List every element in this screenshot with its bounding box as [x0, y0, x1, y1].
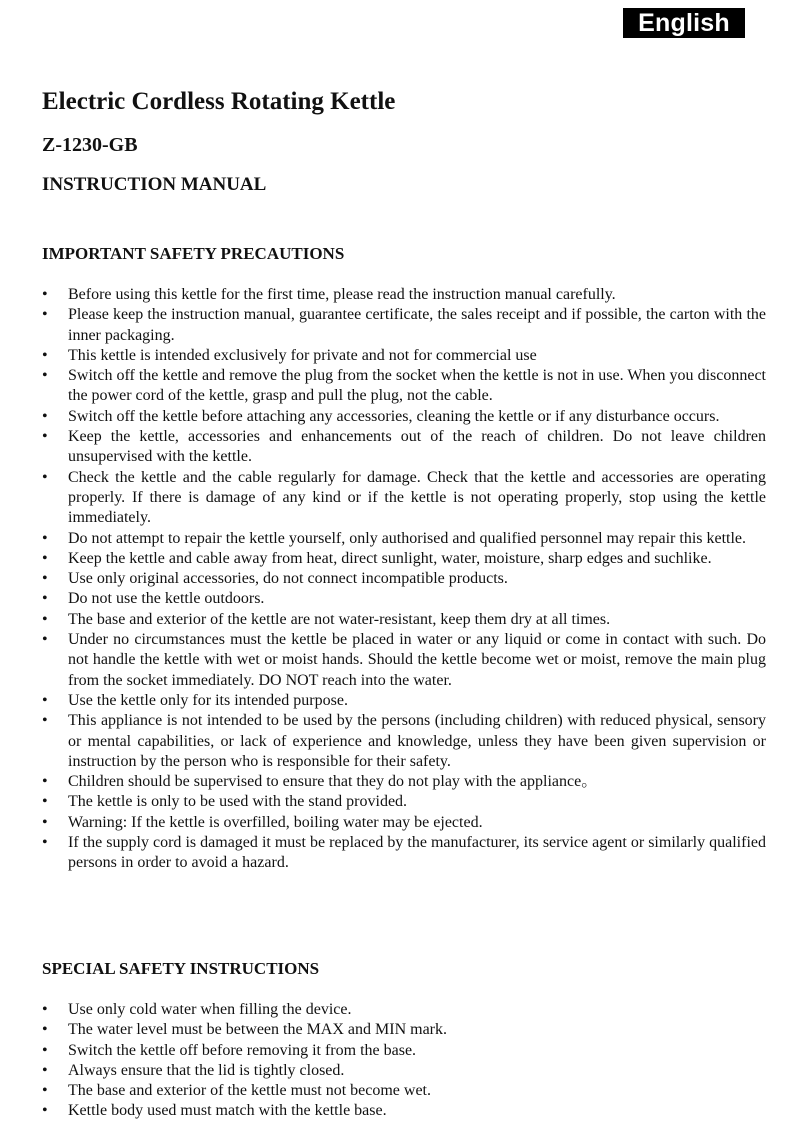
bullet-icon: • — [42, 549, 48, 567]
list-item-text: Under no circumstances must the kettle be placed in water or any liquid or come in contact with such. Do not handle the kettle with wet or moist hands. Should the kettle become wet or moist, remove the main plug from the socket immediately. DO NOT reach into the water. — [68, 631, 766, 689]
bullet-icon: • — [42, 346, 48, 364]
bullet-icon: • — [42, 286, 48, 303]
bullet-icon: • — [42, 1102, 48, 1120]
list-item — [42, 468, 766, 529]
model-number: Z-1230-GB — [42, 134, 138, 156]
bullet-icon: • — [42, 712, 48, 730]
list-item-text: Before using this kettle for the first time, please read the instruction manual carefully. — [68, 286, 616, 303]
bullet-icon: • — [42, 570, 48, 588]
list-item — [42, 1061, 766, 1081]
list-item-text: Use the kettle only for its intended purpose. — [68, 691, 348, 709]
list-item — [42, 833, 766, 874]
list-item — [42, 792, 766, 812]
special-safety-list — [42, 1000, 766, 1122]
bullet-icon: • — [42, 1041, 48, 1059]
list-item — [42, 1000, 766, 1020]
list-item-text: The base and exterior of the kettle are not water-resistant, keep them dry at all times. — [68, 610, 611, 628]
language-badge: English — [623, 8, 745, 38]
list-item-text: Always ensure that the lid is tightly closed. — [68, 1061, 345, 1079]
list-item — [42, 407, 766, 427]
document-subtitle: INSTRUCTION MANUAL — [42, 174, 267, 195]
bullet-icon: • — [42, 631, 48, 649]
bullet-icon: • — [42, 610, 48, 628]
list-item-text: Use only cold water when filling the device. — [68, 1001, 352, 1018]
list-item-text: Kettle body used must match with the kettle base. — [68, 1102, 387, 1120]
bullet-icon: • — [42, 306, 48, 324]
bullet-icon: • — [42, 468, 48, 486]
section-heading-special-safety: SPECIAL SAFETY INSTRUCTIONS — [42, 959, 320, 978]
list-item-text: Keep the kettle and cable away from heat, direct sunlight, water, moisture, sharp edges and suchlike. — [68, 549, 712, 567]
list-item — [42, 589, 766, 609]
bullet-icon: • — [42, 407, 48, 425]
bullet-icon: • — [42, 590, 48, 608]
list-item — [42, 1101, 766, 1121]
list-item-text: Children should be supervised to ensure that they do not play with the appliance。 — [68, 773, 598, 791]
bullet-icon: • — [42, 1082, 48, 1100]
list-item-text: Do not use the kettle outdoors. — [68, 590, 265, 608]
bullet-icon: • — [42, 793, 48, 811]
list-item-text: Do not attempt to repair the kettle yourself, only authorised and qualified personnel may repair this kettle. — [68, 529, 747, 547]
section-heading-important-safety: IMPORTANT SAFETY PRECAUTIONS — [42, 244, 345, 263]
bullet-icon: • — [42, 367, 48, 385]
important-safety-list — [42, 285, 766, 874]
list-item — [42, 772, 766, 792]
list-item-text: Warning: If the kettle is overfilled, boiling water may be ejected. — [68, 813, 483, 831]
bullet-icon: • — [42, 428, 48, 446]
list-item-text: If the supply cord is damaged it must be replaced by the manufacturer, its service agent or similarly qualified persons in order to avoid a hazard. — [68, 834, 766, 872]
list-item — [42, 529, 766, 549]
list-item — [42, 1041, 766, 1061]
bullet-icon: • — [42, 773, 48, 791]
bullet-icon: • — [42, 1001, 48, 1018]
list-item — [42, 366, 766, 407]
list-item — [42, 569, 766, 589]
document-title: Electric Cordless Rotating Kettle — [42, 88, 396, 115]
list-item-text: The base and exterior of the kettle must not become wet. — [68, 1082, 431, 1100]
list-item — [42, 1020, 766, 1040]
list-item — [42, 691, 766, 711]
list-item-text: Keep the kettle, accessories and enhancements out of the reach of children. Do not leave children unsupervised with the kettle. — [68, 428, 766, 466]
list-item-text: The kettle is only to be used with the stand provided. — [68, 793, 408, 811]
list-item — [42, 305, 766, 346]
list-item-text: Switch the kettle off before removing it from the base. — [68, 1041, 417, 1059]
list-item — [42, 630, 766, 691]
list-item-text: This appliance is not intended to be used by the persons (including children) with reduced physical, sensory or mental capabilities, or lack of experience and knowledge, unless they have been given supervision or instruction by the person who is responsible for their safety. — [68, 712, 766, 770]
list-item-text: Check the kettle and the cable regularly for damage. Check that the kettle and accessories are operating properly. If there is damage of any kind or if the kettle is not operating properly, stop using the kettle immediately. — [68, 468, 766, 527]
list-item — [42, 427, 766, 468]
list-item — [42, 1081, 766, 1101]
list-item-text: This kettle is intended exclusively for private and not for commercial use — [68, 346, 537, 364]
bullet-icon: • — [42, 813, 48, 831]
list-item-text: Please keep the instruction manual, guarantee certificate, the sales receipt and if possible, the carton with the inner packaging. — [68, 306, 766, 344]
list-item-text: The water level must be between the MAX and MIN mark. — [68, 1021, 447, 1039]
list-item-text: Switch off the kettle and remove the plug from the socket when the kettle is not in use. When you disconnect the power cord of the kettle, grasp and pull the plug, not the cable. — [68, 367, 766, 405]
bullet-icon: • — [42, 691, 48, 709]
bullet-icon: • — [42, 529, 48, 547]
list-item — [42, 285, 766, 305]
bullet-icon: • — [42, 834, 48, 852]
list-item — [42, 549, 766, 569]
list-item-text: Switch off the kettle before attaching any accessories, cleaning the kettle or if any disturbance occurs. — [68, 407, 720, 425]
bullet-icon: • — [42, 1061, 48, 1079]
list-item — [42, 711, 766, 772]
list-item-text: Use only original accessories, do not connect incompatible products. — [68, 570, 508, 588]
list-item — [42, 610, 766, 630]
list-item — [42, 346, 766, 366]
list-item — [42, 813, 766, 833]
bullet-icon: • — [42, 1021, 48, 1039]
